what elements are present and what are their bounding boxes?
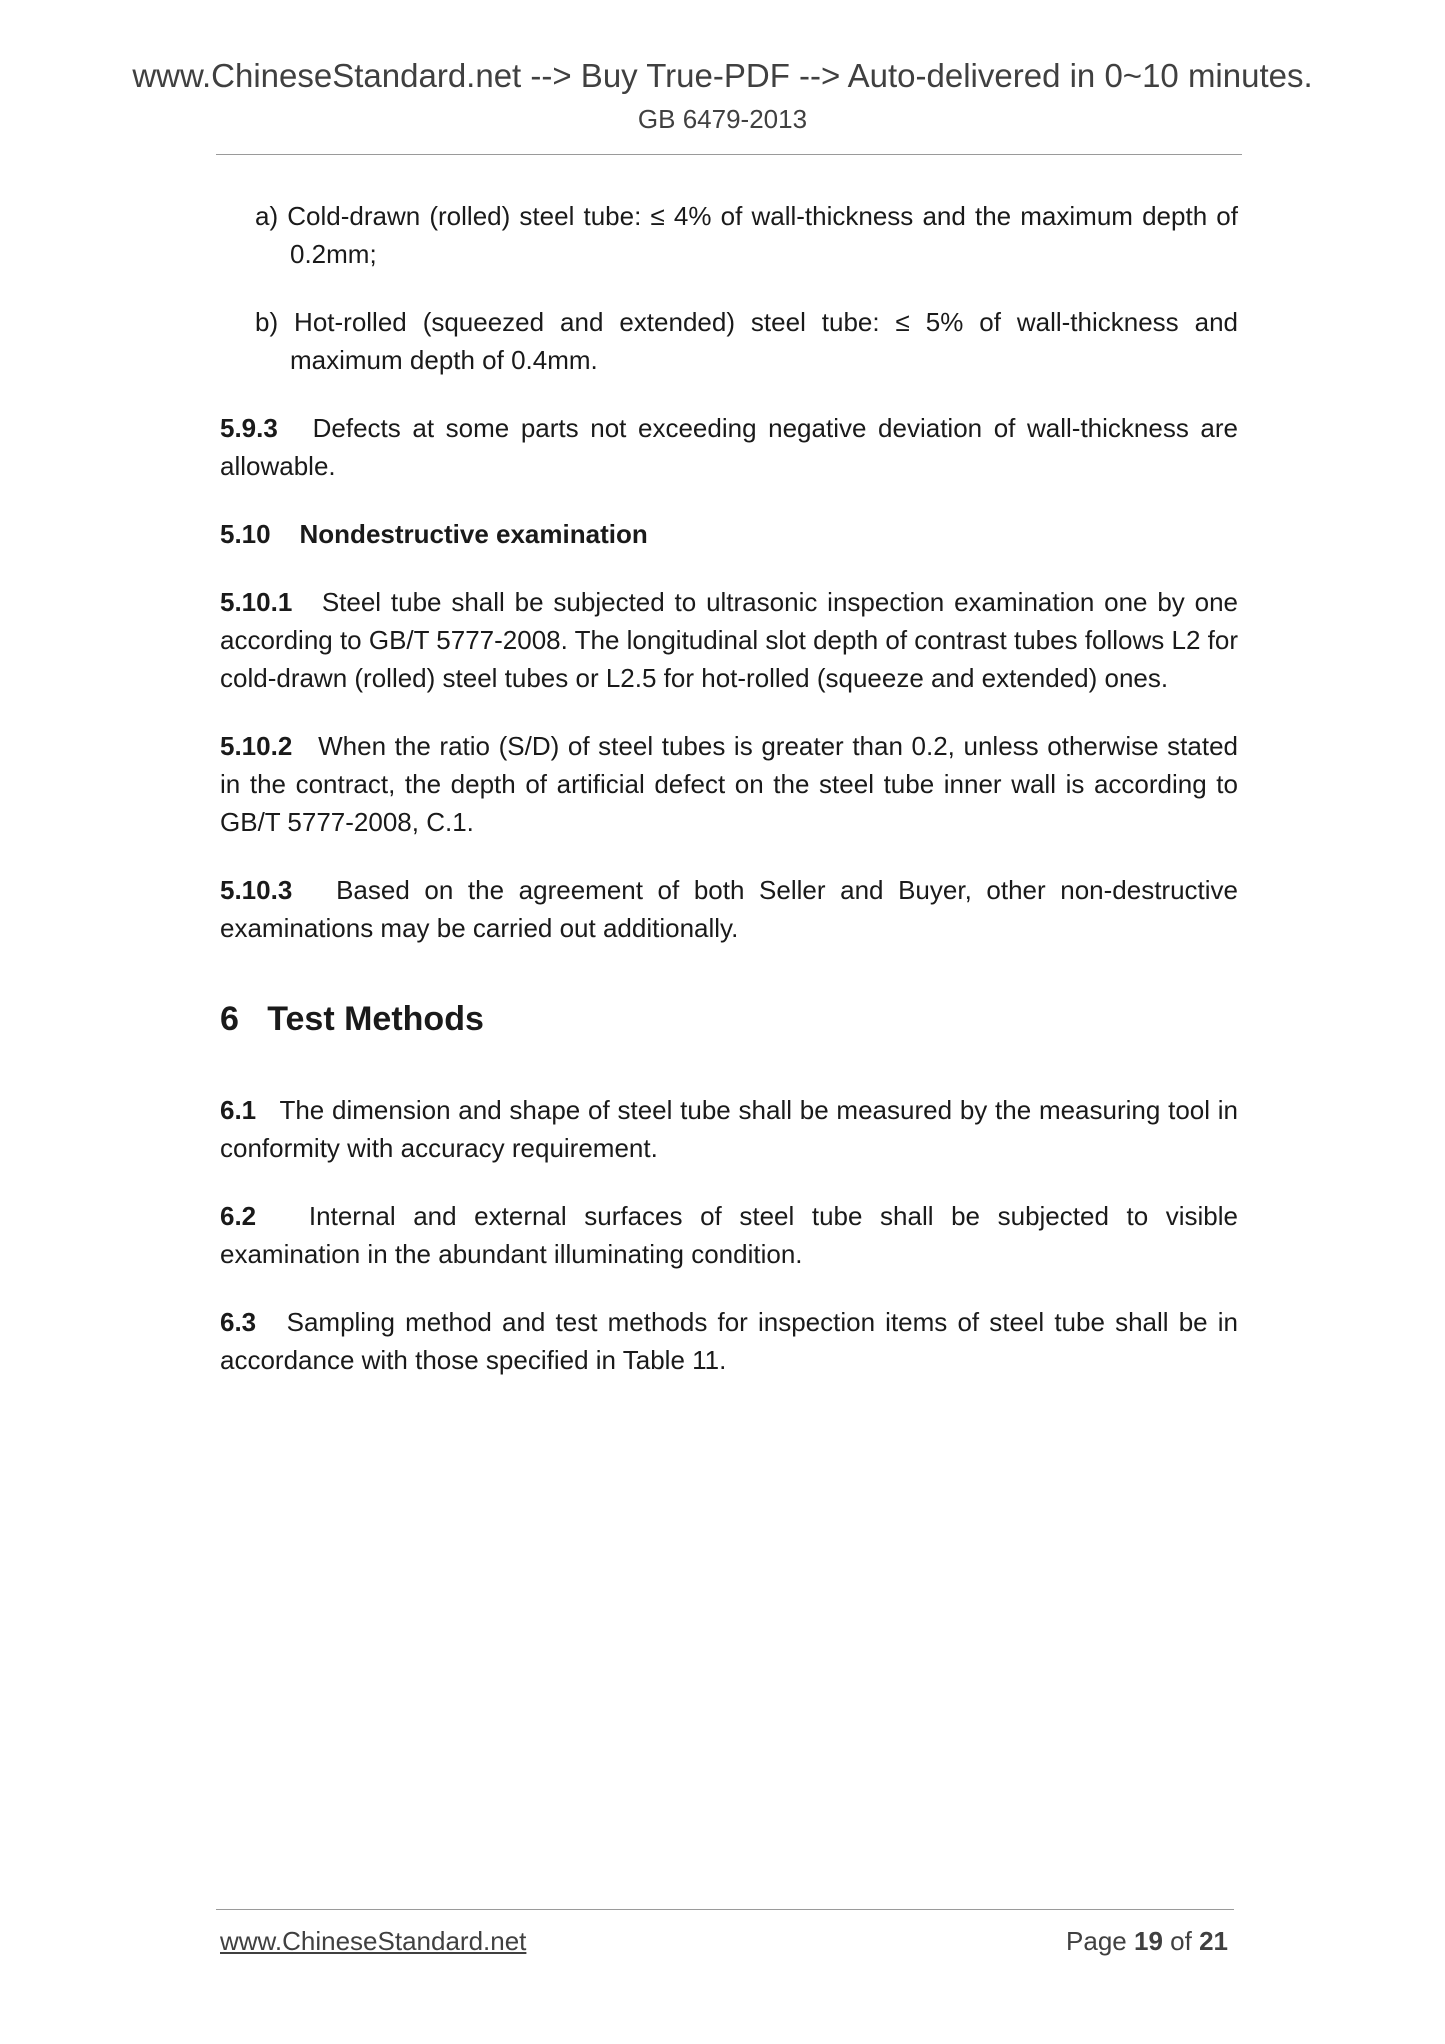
section-5-10-heading — [220, 515, 1238, 553]
clause-text: Steel tube shall be subjected to ultrasonic inspection examination one by one according to GB/T 5777-2008. The longitudinal slot depth of contrast tubes follows L2 for cold-drawn (rolled) steel tubes or L2.5 for hot-rolled (squeeze and extended) ones. — [220, 587, 1239, 693]
page-content — [220, 197, 1238, 1379]
clause-5-9-3 — [220, 409, 1238, 485]
page-of-label: of — [1170, 1926, 1192, 1956]
clause-5-10-1 — [220, 583, 1238, 697]
page-label: Page — [1066, 1926, 1127, 1956]
list-item-b: b) Hot-rolled (squeezed and extended) steel tube: ≤ 5% of wall-thickness and maximum depth of 0.4mm. — [255, 307, 1238, 375]
clause-text: Internal and external surfaces of steel tube shall be subjected to visible examination in the abundant illuminating condition. — [220, 1201, 1239, 1269]
current-page: 19 — [1134, 1926, 1163, 1956]
clause-number: 6.2 — [220, 1201, 257, 1231]
clause-text: Based on the agreement of both Seller and Buyer, other non-destructive examinations may be carried out additionally. — [220, 875, 1238, 943]
chapter-title: Test Methods — [267, 1000, 484, 1038]
footer-divider — [216, 1909, 1234, 1910]
clause-text: Defects at some parts not exceeding negative deviation of wall-thickness are allowable. — [220, 413, 1239, 481]
clause-number: 5.10.1 — [220, 587, 293, 617]
clause-text: Sampling method and test methods for inspection items of steel tube shall be in accordance with those specified in Table 11. — [220, 1307, 1239, 1375]
clause-number: 6.1 — [220, 1095, 257, 1125]
chapter-number: 6 — [220, 1000, 239, 1038]
clause-number: 6.3 — [220, 1307, 257, 1337]
clause-5-10-3 — [220, 871, 1238, 947]
clause-number: 5.10.3 — [220, 875, 293, 905]
document-id: GB 6479-2013 — [637, 104, 808, 134]
footer-site-link[interactable]: www.ChineseStandard.net — [220, 1926, 527, 1956]
clause-text: The dimension and shape of steel tube shall be measured by the measuring tool in conformity with accuracy requirement. — [220, 1095, 1239, 1163]
header-banner: www.ChineseStandard.net --> Buy True-PDF --> Auto-delivered in 0~10 minutes. — [132, 57, 1313, 94]
clause-number: 5.9.3 — [220, 413, 278, 443]
clause-6-3 — [220, 1303, 1238, 1379]
clause-number: 5.10.2 — [220, 731, 293, 761]
total-pages: 21 — [1199, 1926, 1228, 1956]
header-divider — [216, 154, 1242, 155]
clause-6-2 — [220, 1197, 1238, 1273]
clause-text: When the ratio (S/D) of steel tubes is greater than 0.2, unless otherwise stated in the contract, the depth of artificial defect on the steel tube inner wall is according to GB/T 5777-2008, C.1. — [220, 731, 1238, 837]
list-item-a: a) Cold-drawn (rolled) steel tube: ≤ 4% of wall-thickness and the maximum depth of 0.2mm; — [255, 201, 1238, 269]
chapter-6-heading — [220, 997, 1238, 1041]
section-number: 5.10 — [220, 519, 271, 549]
section-title: Nondestructive examination — [299, 519, 648, 549]
clause-5-10-2 — [220, 727, 1238, 841]
clause-6-1 — [220, 1091, 1238, 1167]
page-number — [1066, 1924, 1228, 1958]
